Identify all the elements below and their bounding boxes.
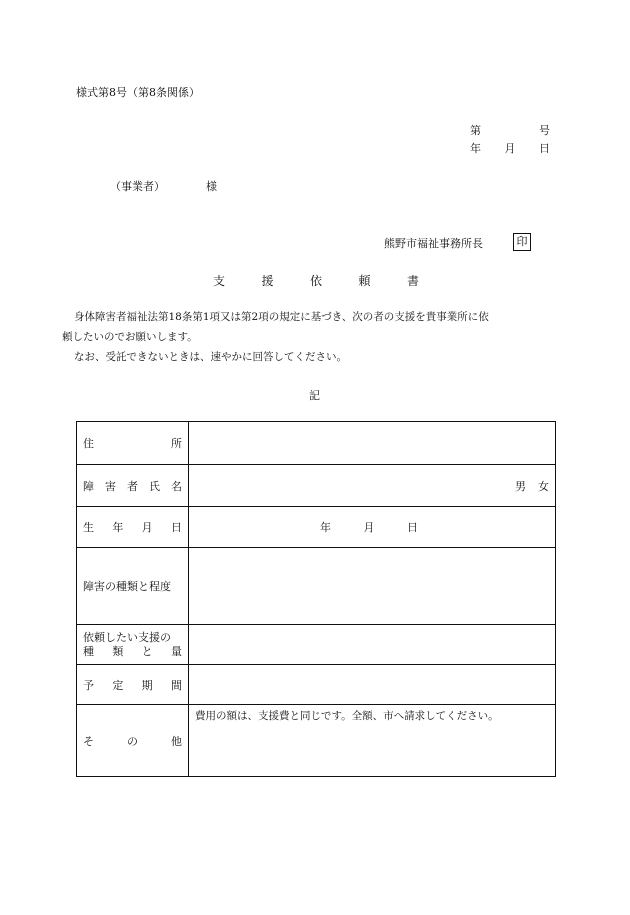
label-char: 名 (171, 479, 182, 493)
row-disability (77, 548, 556, 625)
label-char: 予 (83, 678, 94, 692)
sex-male[interactable]: 男 (515, 479, 526, 493)
title-char: 書 (406, 274, 419, 288)
label-char: 所 (171, 437, 182, 450)
row-birthdate (77, 507, 556, 548)
sex-female[interactable]: 女 (538, 479, 549, 493)
addressee-label: （事業者） (110, 180, 165, 193)
issuer-name: 熊野市福祉事務所長 (384, 237, 483, 250)
label-char: 期 (141, 678, 153, 692)
birth-day: 日 (407, 521, 418, 534)
value-support[interactable] (189, 625, 556, 665)
label-name (77, 465, 189, 507)
row-name (77, 465, 556, 507)
value-address[interactable] (189, 422, 556, 465)
addressee-suffix: 様 (206, 180, 217, 193)
label-char: そ (83, 734, 94, 748)
form-number: 様式第8号（第8条関係） (76, 86, 200, 99)
value-disability[interactable] (189, 548, 556, 625)
title-char: 援 (261, 274, 274, 288)
reference-number (470, 122, 550, 138)
label-char: 者 (127, 479, 138, 493)
value-period[interactable] (189, 665, 556, 705)
title-char: 頼 (358, 274, 371, 288)
label-char: 種 (83, 644, 94, 658)
label-char: 日 (170, 521, 182, 534)
body-paragraph (62, 307, 562, 367)
body-line-1: 身体障害者福祉法第18条第1項又は第2項の規定に基づき、次の者の支援を貴事業所に依 (74, 311, 489, 323)
label-text: 依頼したい支援の (83, 630, 171, 644)
value-other[interactable] (189, 705, 556, 777)
issue-date (470, 140, 550, 156)
body-line-2: 頼したいのでお願いします。 (62, 331, 198, 343)
label-char: 間 (170, 678, 182, 692)
value-name[interactable] (189, 465, 556, 507)
date-month: 月 (504, 142, 516, 155)
label-disability (77, 548, 189, 625)
label-char: 量 (170, 644, 182, 658)
label-char: 生 (83, 521, 94, 534)
label-other (77, 705, 189, 777)
label-char: の (127, 734, 138, 748)
label-char: 月 (141, 521, 153, 534)
label-char: 氏 (149, 479, 160, 493)
label-char: 害 (105, 479, 116, 493)
other-note: 費用の額は、支援費と同じです。全額、市へ請求してください。 (195, 710, 499, 722)
row-address (77, 422, 556, 465)
birth-month: 月 (363, 521, 375, 534)
body-line-3: なお、受託できないときは、速やかに回答してください。 (74, 351, 347, 363)
ki-mark: 記 (309, 389, 320, 402)
label-char: 住 (83, 437, 94, 450)
row-support (77, 625, 556, 665)
label-char: 障 (83, 479, 94, 493)
birthdate-fields (320, 519, 418, 535)
date-year: 年 (470, 142, 481, 155)
number-prefix: 第 (470, 124, 481, 137)
seal-mark: 印 (513, 233, 531, 251)
label-char: 類 (112, 644, 124, 658)
label-birthdate (77, 507, 189, 548)
label-support (77, 625, 189, 665)
label-char: 他 (171, 734, 182, 748)
birth-year: 年 (320, 521, 331, 534)
title-char: 支 (213, 274, 226, 288)
label-char: 定 (112, 678, 124, 692)
label-period (77, 665, 189, 705)
label-char: と (141, 644, 153, 658)
label-char: 年 (112, 521, 124, 534)
document-title (213, 272, 419, 289)
sex-choice[interactable] (515, 478, 549, 494)
label-text: 障害の種類と程度 (83, 580, 171, 593)
value-birthdate[interactable] (189, 507, 556, 548)
row-other (77, 705, 556, 777)
number-suffix: 号 (539, 124, 550, 137)
request-form-table (76, 421, 556, 777)
title-char: 依 (309, 274, 322, 288)
row-period (77, 665, 556, 705)
date-day: 日 (539, 142, 550, 155)
label-address (77, 422, 189, 465)
